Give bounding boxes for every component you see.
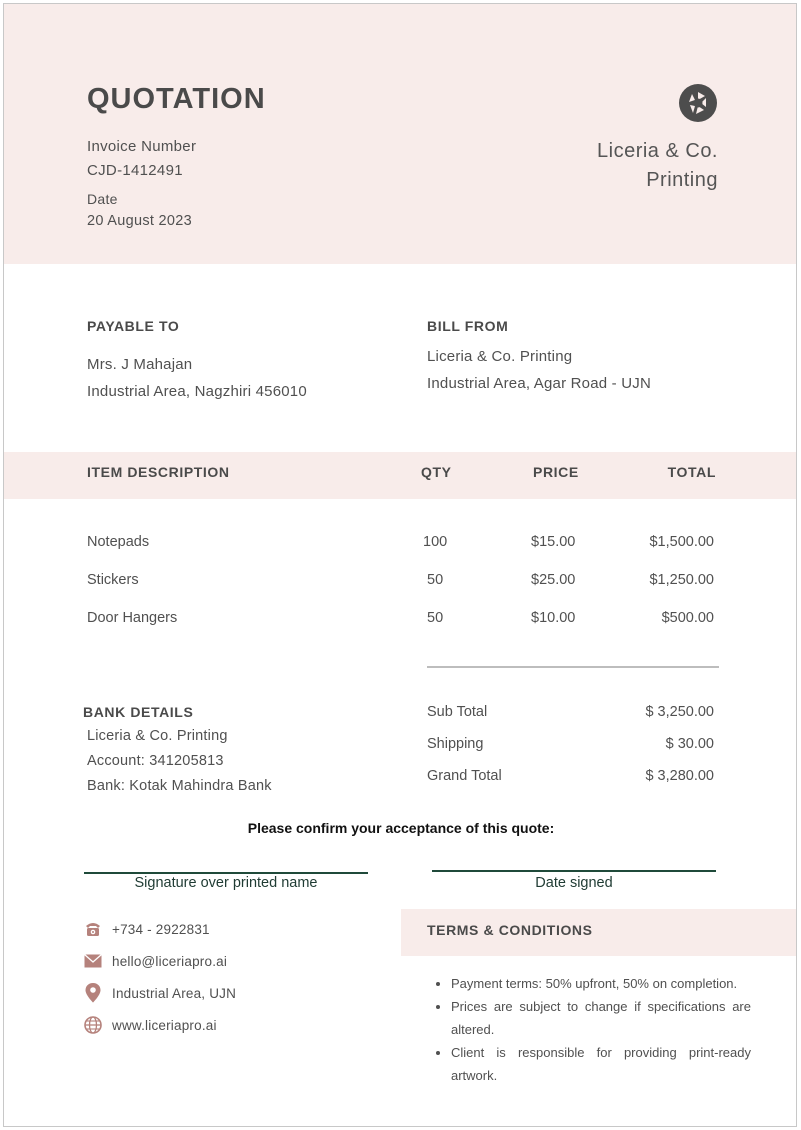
- bill-from-name: Liceria & Co. Printing: [427, 348, 573, 365]
- col-header-price: PRICE: [533, 464, 579, 480]
- address-text: Industrial Area, UJN: [112, 985, 237, 1001]
- camera-shutter-icon: [678, 83, 718, 123]
- confirm-acceptance-text: Please confirm your acceptance of this quote:: [247, 820, 555, 836]
- terms-item: • Client is responsible for providing print-ready artwork.: [451, 1041, 751, 1087]
- col-header-qty: QTY: [421, 464, 452, 480]
- item-qty: 50: [427, 610, 444, 626]
- company-name-line2: Printing: [646, 169, 718, 191]
- bill-from-address: Industrial Area, Agar Road - UJN: [427, 375, 652, 392]
- signature-line: [84, 872, 368, 874]
- bank-account-name: Liceria & Co. Printing: [87, 728, 228, 744]
- terms-item: • Prices are subject to change if specifications are altered.: [451, 995, 751, 1041]
- contact-address: [83, 982, 236, 1004]
- item-total: $1,500.00: [649, 534, 714, 550]
- date-signed-line: [432, 870, 716, 872]
- phone-number: +734 - 2922831: [112, 921, 210, 937]
- contact-phone: [83, 918, 210, 940]
- shipping-label: Shipping: [427, 736, 484, 752]
- item-total: $1,250.00: [649, 572, 714, 588]
- subtotal-label: Sub Total: [427, 704, 488, 720]
- payable-to-address: Industrial Area, Nagzhiri 456010: [87, 383, 307, 400]
- item-price: $25.00: [531, 572, 576, 588]
- item-price: $15.00: [531, 534, 576, 550]
- quote-date: 20 August 2023: [87, 213, 192, 229]
- signature-label: Signature over printed name: [134, 875, 318, 891]
- bill-from-heading: BILL FROM: [427, 318, 509, 334]
- globe-icon: [83, 1015, 103, 1035]
- item-description: Door Hangers: [87, 610, 178, 626]
- website-link[interactable]: www.liceriapro.ai: [112, 1017, 217, 1033]
- location-pin-icon: [83, 983, 103, 1003]
- contact-website: [83, 1014, 217, 1036]
- email-address[interactable]: hello@liceriapro.ai: [112, 953, 228, 969]
- date-signed-label: Date signed: [535, 875, 613, 891]
- bank-name: Bank: Kotak Mahindra Bank: [87, 778, 272, 794]
- bank-account-number: Account: 341205813: [87, 753, 224, 769]
- company-name: [597, 137, 718, 195]
- quotation-page: [3, 3, 797, 1127]
- item-price: $10.00: [531, 610, 576, 626]
- col-header-total: TOTAL: [667, 464, 716, 480]
- payable-to-name: Mrs. J Mahajan: [87, 356, 193, 373]
- company-name-line1: Liceria & Co.: [597, 140, 718, 162]
- invoice-number-label: Invoice Number: [87, 138, 197, 155]
- item-description: Stickers: [87, 572, 139, 588]
- item-description: Notepads: [87, 534, 150, 550]
- terms-list: [431, 972, 751, 1087]
- payable-to-heading: PAYABLE TO: [87, 318, 180, 334]
- subtotal-value: $ 3,250.00: [645, 704, 714, 720]
- item-qty: 100: [423, 534, 448, 550]
- invoice-number: CJD-1412491: [87, 162, 183, 179]
- contact-email: [83, 950, 227, 972]
- envelope-icon: [83, 951, 103, 971]
- grand-total-value: $ 3,280.00: [645, 768, 714, 784]
- terms-item: • Payment terms: 50% upfront, 50% on completion.: [451, 972, 751, 995]
- grand-total-label: Grand Total: [427, 768, 502, 784]
- phone-icon: [83, 919, 103, 939]
- terms-heading: TERMS & CONDITIONS: [427, 922, 593, 938]
- col-header-description: ITEM DESCRIPTION: [87, 464, 230, 480]
- document-title: QUOTATION: [87, 83, 266, 115]
- item-qty: 50: [427, 572, 444, 588]
- shipping-value: $ 30.00: [665, 736, 714, 752]
- totals-divider: [427, 666, 719, 668]
- item-total: $500.00: [661, 610, 714, 626]
- bank-details-heading: BANK DETAILS: [83, 704, 194, 720]
- date-label: Date: [87, 191, 118, 207]
